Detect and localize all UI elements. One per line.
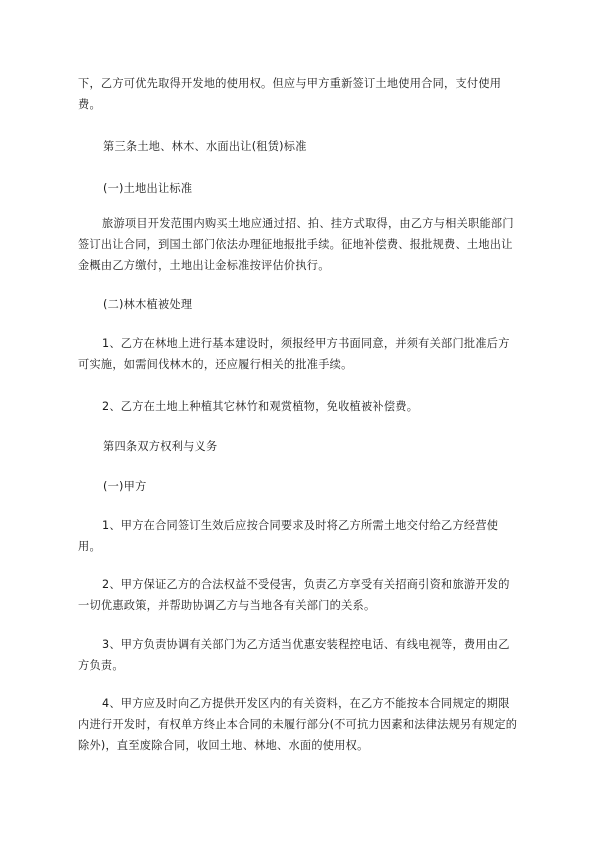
heading-forest-vegetation: (二)林木植被处理 xyxy=(103,298,193,311)
heading-party-a: (一)甲方 xyxy=(103,480,147,493)
paragraph-party-a-duty-2: 2、甲方保证乙方的合法权益不受侵害，负责乙方享受有关招商引资和旅游开发的一切优惠政策，并帮助协调乙方与当地各有关部门的关系。 xyxy=(78,578,510,612)
heading-article-3: 第三条土地、林木、水面出让(租赁)标准 xyxy=(103,140,307,153)
heading-land-transfer-standard: (一)土地出让标准 xyxy=(103,182,193,195)
paragraph-party-a-duty-4: 4、甲方应及时向乙方提供开发区内的有关资料，在乙方不能按本合同规定的期限内进行开发时，有权单方终止本合同的未履行部分(不可抗力因素和法律法规另有规定的除外)，直至废除合同，收回土地、林地、水面的使用权。 xyxy=(78,697,518,752)
paragraph-land-transfer: 旅游项目开发范围内购买土地应通过招、拍、挂方式取得，由乙方与相关职能部门签订出让合同，到国土部门依法办理征地报批手续。征地补偿费、报批规费、土地出让金概由乙方缴付，土地出让金标准按评估价执行。 xyxy=(78,217,514,272)
paragraph-forest-construction: 1、乙方在林地上进行基本建设时，须报经甲方书面同意，并须有关部门批准后方可实施，如需间伐林木的，还应履行相关的批准手续。 xyxy=(78,337,510,371)
paragraph-party-a-duty-1: 1、甲方在合同签订生效后应按合同要求及时将乙方所需土地交付给乙方经营使用。 xyxy=(78,519,499,553)
paragraph-party-a-duty-3: 3、甲方负责协调有关部门为乙方适当优惠安装程控电话、有线电视等，费用由乙方负责。 xyxy=(78,638,510,672)
paragraph-land-use-continuation: 下，乙方可优先取得开发地的使用权。但应与甲方重新签订土地使用合同，支付使用费。 xyxy=(78,77,502,111)
heading-article-4: 第四条双方权利与义务 xyxy=(103,440,218,453)
paragraph-planting-exemption: 2、乙方在土地上种植其它林竹和观赏植物，免收植被补偿费。 xyxy=(102,400,419,413)
